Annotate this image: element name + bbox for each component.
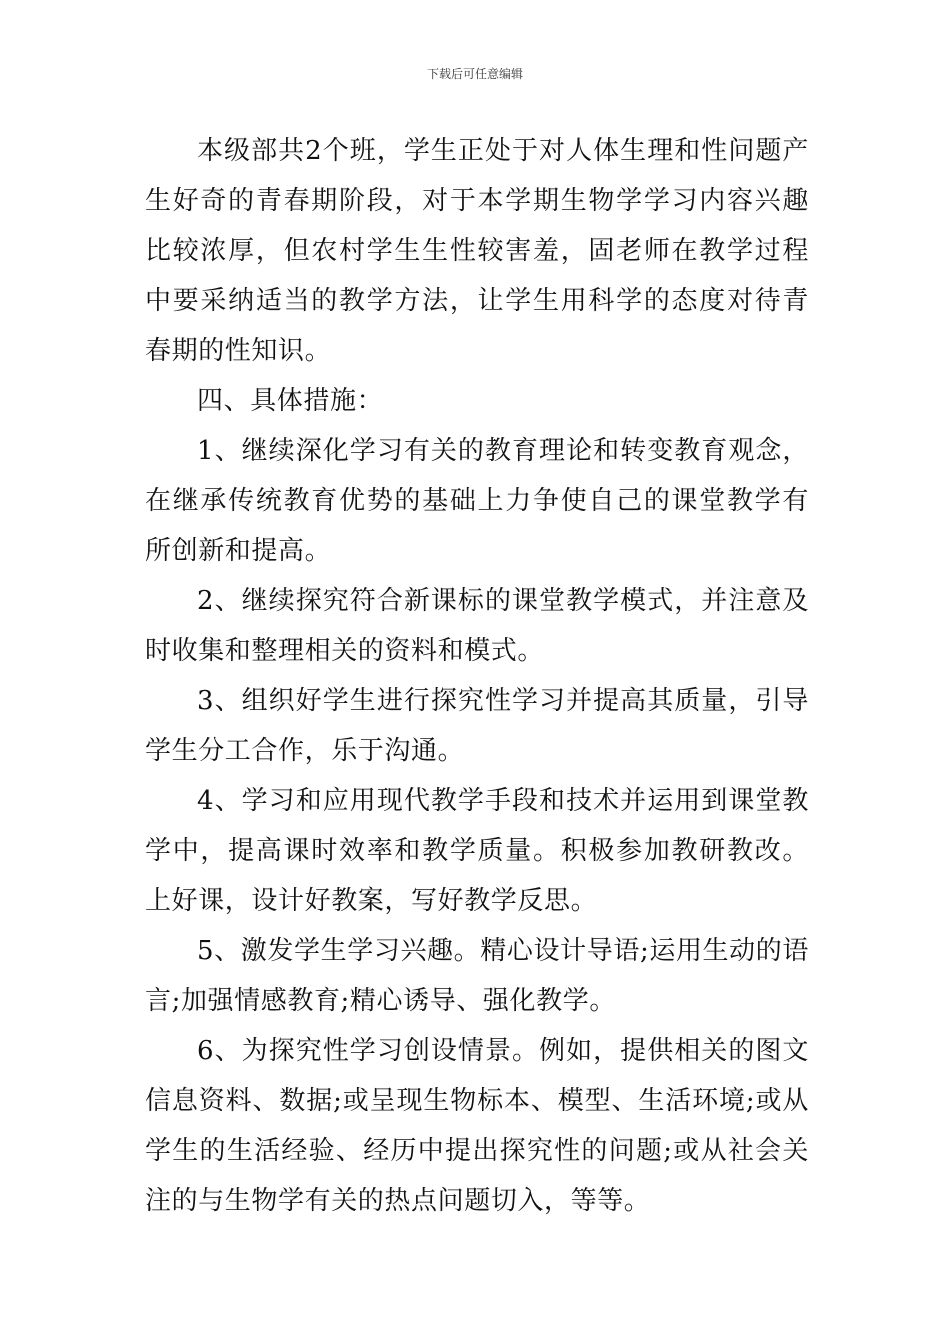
paragraph-measure-2: 2、继续探究符合新课标的课堂教学模式，并注意及时收集和整理相关的资料和模式。 — [145, 586, 809, 666]
section-heading-measures: 四、具体措施： — [197, 386, 384, 416]
paragraph-measure-5: 5、激发学生学习兴趣。精心设计导语;运用生动的语言;加强情感教育;精心诱导、强化教学。 — [145, 936, 809, 1016]
paragraph-measure-4: 4、学习和应用现代教学手段和技术并运用到课堂教学中，提高课时效率和教学质量。积极参加教研教改。上好课，设计好教案，写好教学反思。 — [145, 786, 809, 916]
page-header: 下载后可任意编辑 — [426, 67, 523, 81]
paragraph-measure-6: 6、为探究性学习创设情景。例如，提供相关的图文信息资料、数据;或呈现生物标本、模型、生活环境;或从学生的生活经验、经历中提出探究性的问题;或从社会关注的与生物学有关的热点问题切入，等等。 — [145, 1036, 809, 1216]
paragraph-class-overview: 本级部共2个班，学生正处于对人体生理和性问题产生好奇的青春期阶段，对于本学期生物学学习内容兴趣比较浓厚，但农村学生生性较害羞，固老师在教学过程中要采纳适当的教学方法，让学生用科学的态度对待青春期的性知识。 — [145, 136, 809, 366]
document-body — [145, 126, 809, 1226]
paragraph-measure-3: 3、组织好学生进行探究性学习并提高其质量，引导学生分工合作，乐于沟通。 — [145, 686, 809, 766]
paragraph-measure-1: 1、继续深化学习有关的教育理论和转变教育观念，在继承传统教育优势的基础上力争使自己的课堂教学有所创新和提高。 — [145, 436, 809, 566]
